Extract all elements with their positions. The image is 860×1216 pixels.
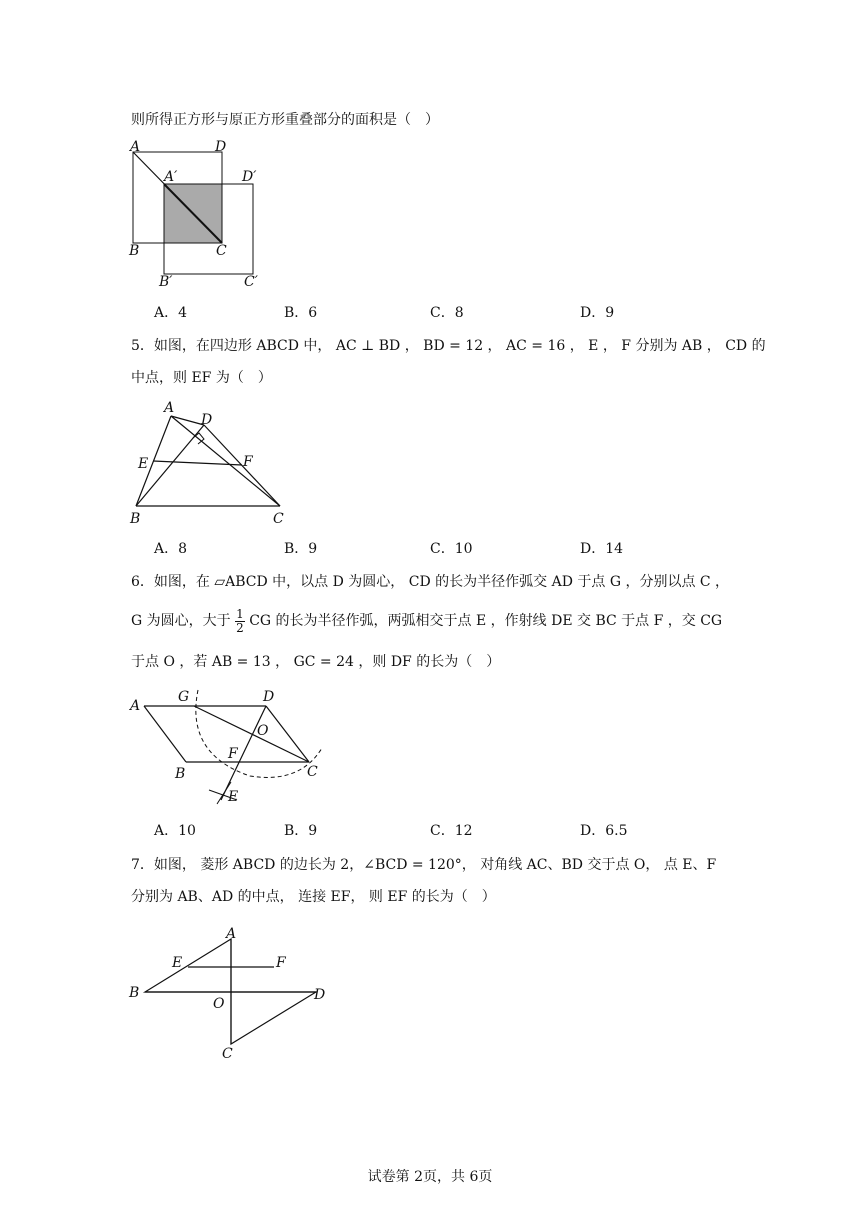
- page-footer: 试卷第 2页，共 6页: [367, 1169, 493, 1185]
- q6-label-e: E: [228, 789, 239, 805]
- q6-side-ab: [144, 706, 186, 762]
- q4-label-a: A: [130, 139, 141, 155]
- q6-option-d[interactable]: D．6.5: [580, 823, 628, 839]
- q6-label-o: O: [257, 723, 269, 739]
- q6-fraction: [235, 608, 245, 635]
- q6-segment-gc: [194, 706, 309, 762]
- q6-label-d: D: [263, 689, 275, 705]
- q5-option-d[interactable]: D．14: [580, 541, 624, 557]
- q6-label-g: G: [178, 689, 190, 705]
- q4-label-c1: C′: [244, 274, 258, 290]
- q5-diagonal-ac: [171, 416, 280, 506]
- q5-question-line2: 中点，则 EF 为（ ）: [131, 370, 272, 386]
- q7-question-line1: 7．如图， 菱形 ABCD 的边长为 2，∠BCD = 120°， 对角线 AC、BD 交于点 O， 点 E、F: [131, 857, 717, 873]
- q4-option-c[interactable]: C．8: [430, 305, 464, 321]
- q6-fraction-denominator: 2: [236, 620, 244, 635]
- q5-label-b: B: [130, 511, 141, 527]
- q6-side-dc: [266, 706, 309, 762]
- q6-line2-part2: CG 的长为半径作弧，两弧相交于点 E ，作射线 DE 交 BC 于点 F ，交 CG: [249, 613, 723, 629]
- q7-label-o: O: [213, 996, 225, 1012]
- q4-label-b: B: [129, 243, 140, 259]
- q6-label-b: B: [175, 766, 186, 782]
- q4-label-d: D: [215, 139, 227, 155]
- q4-label-b1: B′: [159, 274, 173, 290]
- q7-label-b: B: [129, 985, 140, 1001]
- q5-figure: [125, 398, 295, 530]
- q4-label-d1: D′: [242, 169, 257, 185]
- q7-figure: [125, 922, 335, 1062]
- q4-figure: [125, 138, 275, 290]
- q6-option-b[interactable]: B．9: [284, 823, 318, 839]
- q5-side-dc: [204, 425, 280, 506]
- q6-figure: [125, 684, 335, 808]
- q5-question-line1: 5．如图，在四边形 ABCD 中， AC ⊥ BD ， BD = 12 ， AC = 16 ， E ， F 分别为 AB ， CD 的: [131, 338, 766, 354]
- q5-option-a[interactable]: A．8: [154, 541, 188, 557]
- q4-question-tail: 则所得正方形与原正方形重叠部分的面积是（ ）: [131, 112, 439, 128]
- q5-label-a: A: [164, 400, 175, 416]
- q7-label-a: A: [226, 926, 237, 942]
- q4-label-a1: A′: [164, 169, 178, 185]
- q6-option-a[interactable]: A．10: [154, 823, 196, 839]
- q5-label-f: F: [243, 454, 253, 470]
- q5-option-c[interactable]: C．10: [430, 541, 473, 557]
- q6-fraction-numerator: 1: [236, 606, 244, 621]
- q6-question-line2: [131, 606, 722, 636]
- q7-question-line2: 分别为 AB、AD 的中点， 连接 EF， 则 EF 的长为（ ）: [131, 889, 496, 905]
- q5-label-c: C: [273, 511, 284, 527]
- q5-label-d: D: [201, 412, 213, 428]
- q5-option-b[interactable]: B．9: [284, 541, 318, 557]
- q4-option-a[interactable]: A．4: [154, 305, 188, 321]
- q6-label-f: F: [228, 746, 238, 762]
- q6-question-line3: 于点 O ，若 AB = 13 ， GC = 24 ，则 DF 的长为（ ）: [131, 654, 501, 670]
- q6-option-c[interactable]: C．12: [430, 823, 473, 839]
- q7-label-d: D: [314, 987, 326, 1003]
- q6-label-a: A: [130, 698, 141, 714]
- q6-line2-part1: G 为圆心，大于: [131, 613, 231, 629]
- q6-question-line1: 6．如图，在 ▱ABCD 中，以点 D 为圆心， CD 的长为半径作弧交 AD 于点 G ，分别以点 C ，: [131, 574, 730, 590]
- q4-label-c: C: [216, 243, 227, 259]
- q7-label-c: C: [222, 1046, 233, 1062]
- q7-label-e: E: [172, 955, 183, 971]
- q7-label-f: F: [276, 955, 286, 971]
- q5-label-e: E: [138, 456, 149, 472]
- q4-option-b[interactable]: B．6: [284, 305, 318, 321]
- q6-label-c: C: [307, 764, 318, 780]
- q4-option-d[interactable]: D．9: [580, 305, 615, 321]
